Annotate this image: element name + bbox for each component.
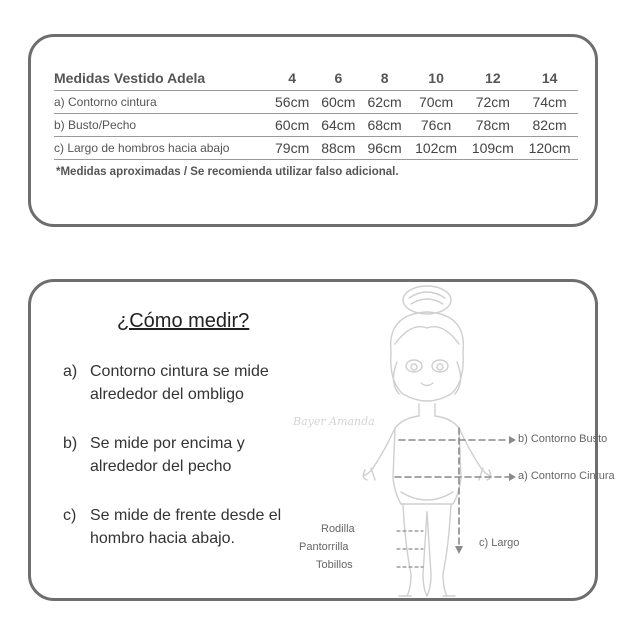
length-arrow-icon	[455, 546, 463, 554]
knee-label: Rodilla	[321, 523, 355, 535]
size-header: 6	[315, 67, 361, 91]
how-to-measure-card	[28, 279, 615, 601]
hair-sides	[393, 362, 460, 394]
table-cell: 62cm	[361, 91, 407, 114]
table-cell: 82cm	[521, 114, 578, 137]
hair-fringe	[395, 327, 459, 344]
bust-label: b) Contorno Busto	[518, 433, 608, 445]
table-cell: 88cm	[315, 137, 361, 160]
instruction-letter: a)	[63, 363, 78, 380]
head-shape	[391, 312, 464, 401]
left-arm	[363, 428, 395, 480]
right-arm	[459, 428, 491, 480]
table-row	[54, 91, 578, 114]
size-chart-card	[28, 34, 598, 227]
measurement-figure	[293, 282, 615, 604]
table-cell: 96cm	[361, 137, 407, 160]
size-header: 12	[464, 67, 521, 91]
waist-label: a) Contorno Cintura	[518, 470, 615, 482]
right-leg	[427, 504, 451, 596]
table-cell: 120cm	[521, 137, 578, 160]
table-cell: 78cm	[464, 114, 521, 137]
watermark-text: Bayer Amanda	[293, 415, 375, 428]
table-cell: 70cm	[408, 91, 465, 114]
size-table	[54, 67, 578, 160]
mouth	[421, 383, 433, 386]
size-header: 14	[521, 67, 578, 91]
hair-bun-shape	[403, 286, 451, 314]
table-cell: 102cm	[408, 137, 465, 160]
length-label: c) Largo	[479, 537, 520, 549]
table-cell: 60cm	[315, 91, 361, 114]
instruction-letter: b)	[63, 435, 78, 452]
size-header: 4	[269, 67, 315, 91]
calf-label: Pantorrilla	[299, 541, 349, 553]
left-leg	[403, 504, 427, 596]
table-row	[54, 137, 578, 160]
size-header-row	[54, 67, 578, 91]
footnote: *Medidas aproximadas / Se recomienda utilizar falso adicional.	[56, 166, 399, 178]
bust-arrow-icon	[509, 436, 516, 444]
underwear-line	[401, 492, 453, 500]
table-cell: 72cm	[464, 91, 521, 114]
instruction-text: Contorno cintura se mide alrededor del ombligo	[90, 363, 269, 403]
table-title: Medidas Vestido Adela	[54, 67, 269, 91]
waist-arrow-icon	[509, 473, 516, 481]
table-cell: 64cm	[315, 114, 361, 137]
table-cell: 74cm	[521, 91, 578, 114]
table-cell: 60cm	[269, 114, 315, 137]
table-cell: 68cm	[361, 114, 407, 137]
how-to-title: ¿Cómo medir?	[117, 310, 250, 332]
table-cell: 109cm	[464, 137, 521, 160]
row-label: c) Largo de hombros hacia abajo	[54, 137, 269, 160]
neck	[419, 404, 435, 416]
table-cell: 56cm	[269, 91, 315, 114]
torso	[393, 416, 461, 504]
table-cell: 79cm	[269, 137, 315, 160]
instruction-text: Se mide de frente desde el hombro hacia abajo.	[90, 507, 282, 547]
size-header: 10	[408, 67, 465, 91]
ankles-label: Tobillos	[316, 559, 353, 571]
table-cell: 76cn	[408, 114, 465, 137]
instruction-text: Se mide por encima y alrededor del pecho	[90, 435, 245, 475]
instruction-letter: c)	[63, 507, 77, 524]
right-pupil	[437, 364, 443, 370]
left-pupil	[411, 364, 417, 370]
table-row	[54, 114, 578, 137]
row-label: a) Contorno cintura	[54, 91, 269, 114]
hair-bun-detail	[409, 292, 445, 304]
size-header: 8	[361, 67, 407, 91]
row-label: b) Busto/Pecho	[54, 114, 269, 137]
